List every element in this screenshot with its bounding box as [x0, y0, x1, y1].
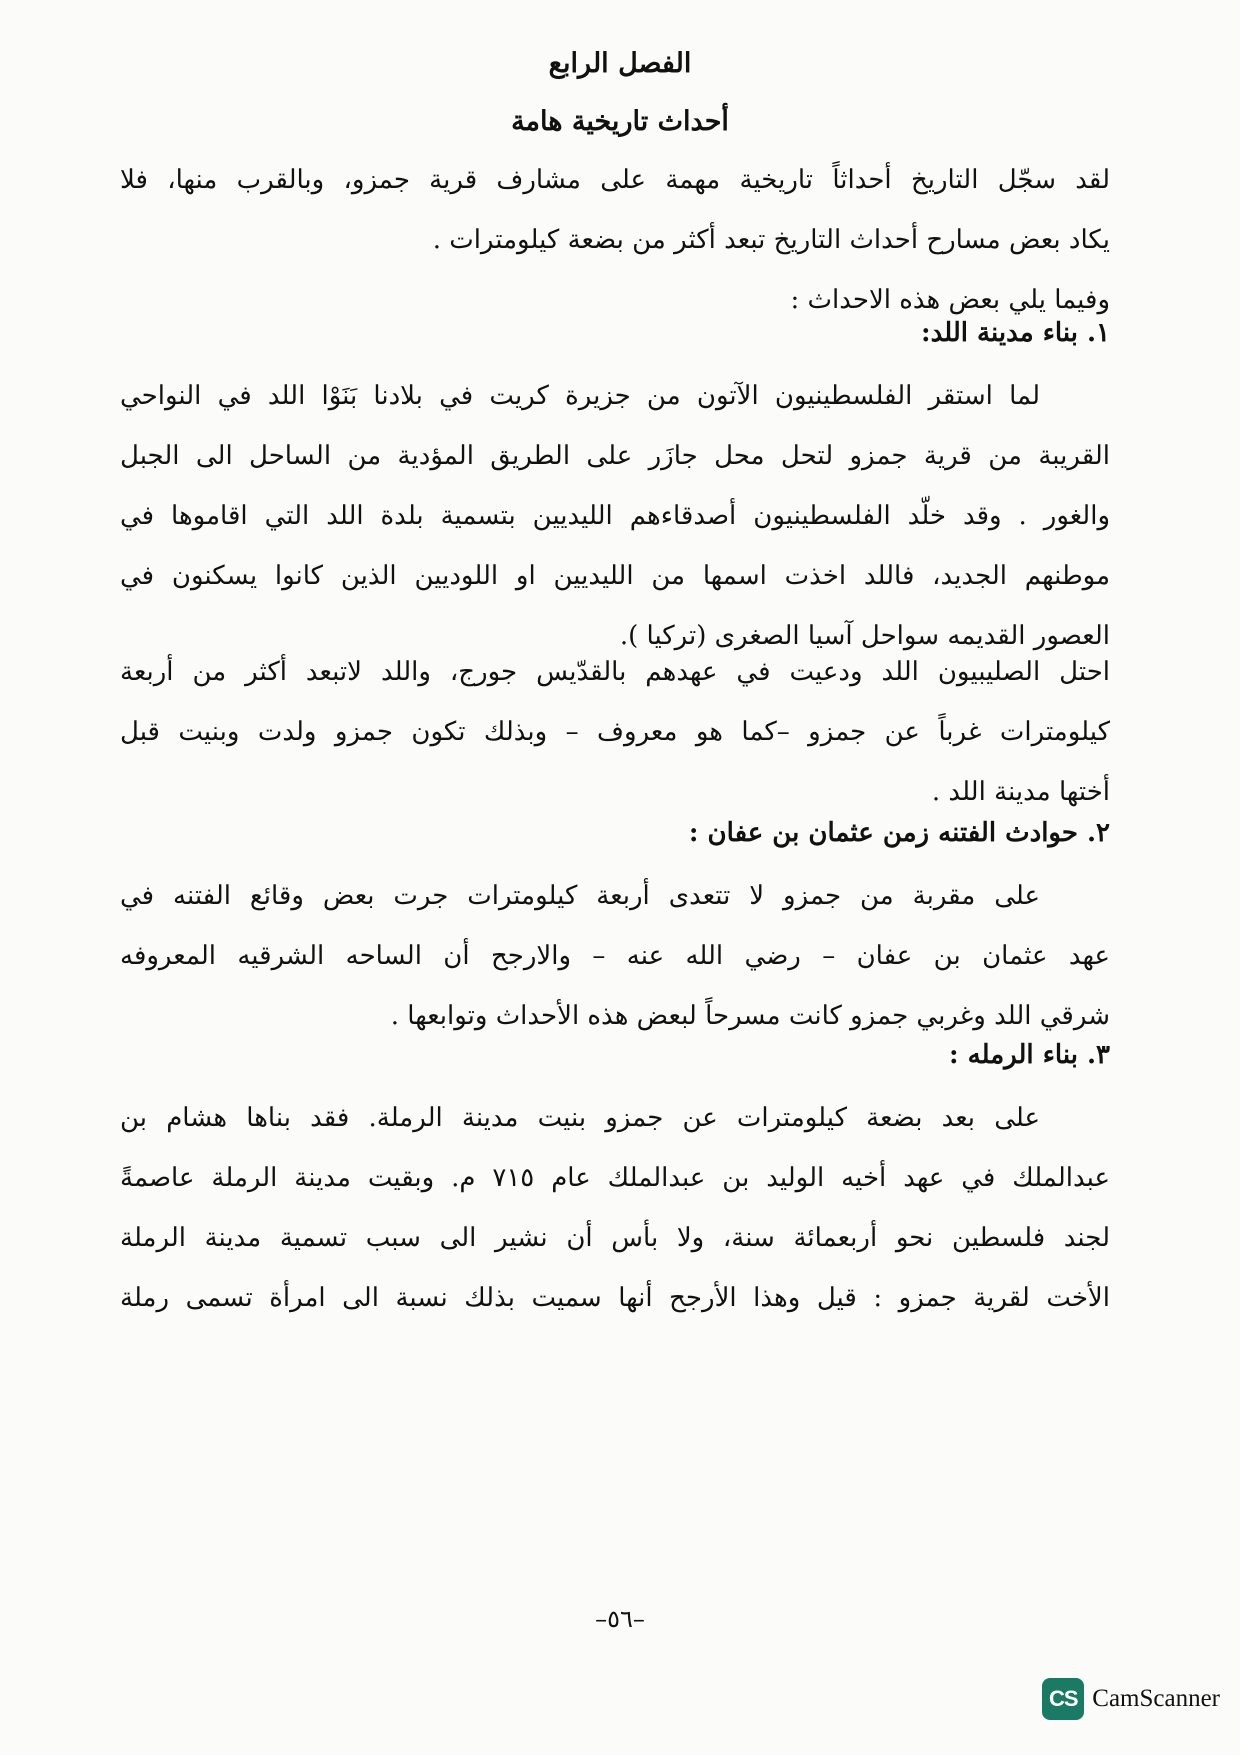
text-line: أختها مدينة اللد . — [931, 777, 1110, 807]
text-line: موطنهم الجديد، فاللد اخذت اسمها من الليديين او اللوديين الذين كانوا يسكنون في — [120, 561, 1110, 591]
text-line: كيلومترات غرباً عن جمزو –كما هو معروف – وبذلك تكون جمزو ولدت وبنيت قبل — [120, 717, 1110, 747]
section-paragraph — [120, 642, 1110, 822]
section-paragraph — [120, 366, 1110, 666]
section-heading-ramla: ٣. بناء الرمله : — [949, 1040, 1110, 1070]
section-paragraph — [120, 866, 1110, 1046]
camscanner-brand: CamScanner — [1092, 1685, 1220, 1712]
text-line: على مقربة من جمزو لا تتعدى أربعة كيلومترات جرت بعض وقائع الفتنه في — [120, 881, 1040, 911]
section-heading-lod: ١. بناء مدينة اللد: — [921, 318, 1110, 348]
text-line: يكاد بعض مسارح أحداث التاريخ تبعد أكثر من بضعة كيلومترات . — [432, 225, 1110, 255]
text-line: العصور القديمه سواحل آسيا الصغرى (تركيا ). — [619, 621, 1110, 651]
text-line: وفيما يلي بعض هذه الاحداث : — [790, 285, 1110, 315]
text-line: والغور . وقد خلّد الفلسطينيون أصدقاءهم الليديين بتسمية بلدة اللد التي اقاموها في — [120, 501, 1110, 531]
text-line: عبدالملك في عهد أخيه الوليد بن عبدالملك عام ٧١٥ م. وبقيت مدينة الرملة عاصمةً — [120, 1163, 1110, 1193]
chapter-subtitle: أحداث تاريخية هامة — [511, 106, 729, 137]
text-line: الأخت لقرية جمزو : قيل وهذا الأرجح أنها سميت بذلك نسبة الى امرأة تسمى رملة — [120, 1283, 1110, 1313]
text-line: على بعد بضعة كيلومترات عن جمزو بنيت مدينة الرملة. فقد بناها هشام بن — [120, 1103, 1040, 1133]
page-number: –٥٦– — [595, 1605, 645, 1633]
camscanner-logo-icon: CS — [1042, 1678, 1084, 1720]
text-line: عهد عثمان بن عفان – رضي الله عنه – والارجح أن الساحه الشرقيه المعروفه — [120, 941, 1110, 971]
chapter-title: الفصل الرابع — [548, 48, 692, 79]
text-line: شرقي اللد وغربي جمزو كانت مسرحاً لبعض هذه الأحداث وتوابعها . — [390, 1001, 1110, 1031]
intro-paragraph — [120, 150, 1110, 330]
text-line: احتل الصليبيون اللد ودعيت في عهدهم بالقدّيس جورج، واللد لاتبعد أكثر من أربعة — [120, 657, 1110, 687]
section-heading-fitna: ٢. حوادث الفتنه زمن عثمان بن عفان : — [688, 818, 1110, 848]
section-paragraph — [120, 1088, 1110, 1328]
text-line: لما استقر الفلسطينيون الآتون من جزيرة كريت في بلادنا بَنَوْا اللد في النواحي — [120, 381, 1040, 411]
text-line: لقد سجّل التاريخ أحداثاً تاريخية مهمة على مشارف قرية جمزو، وبالقرب منها، فلا — [120, 165, 1110, 195]
camscanner-watermark — [1042, 1677, 1220, 1721]
text-line: القريبة من قرية جمزو لتحل محل جازَر على الطريق المؤدية من الساحل الى الجبل — [120, 441, 1110, 471]
text-line: لجند فلسطين نحو أربعمائة سنة، ولا بأس أن نشير الى سبب تسمية مدينة الرملة — [120, 1223, 1110, 1253]
